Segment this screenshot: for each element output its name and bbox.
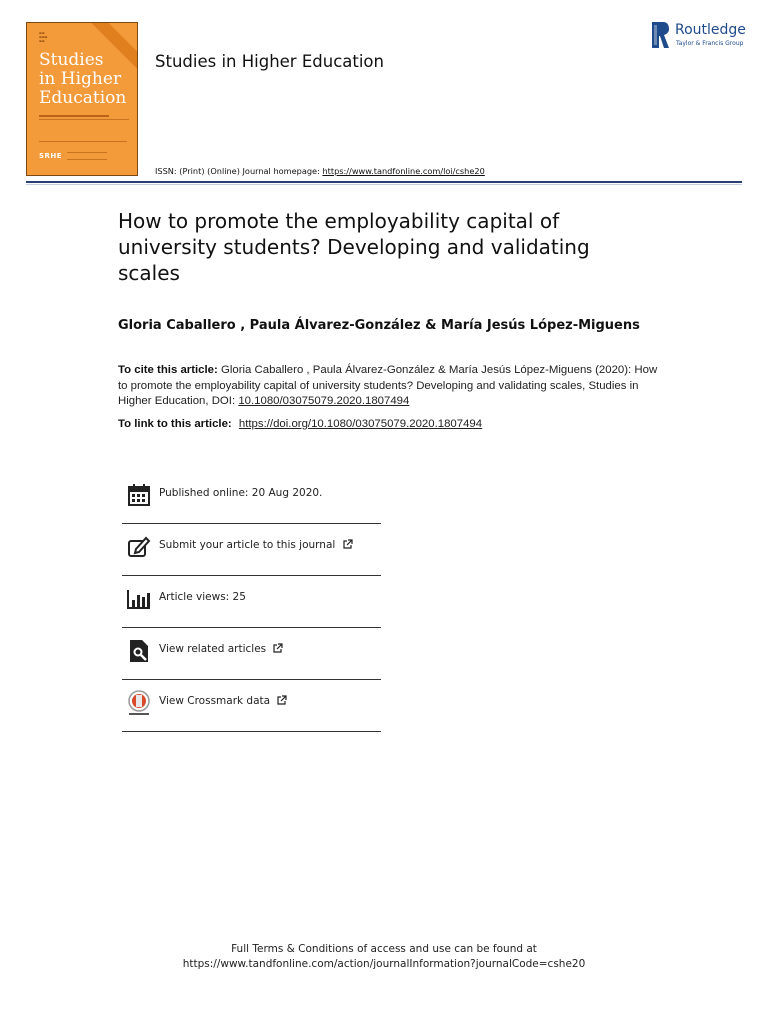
cover-divider [39,141,127,142]
article-doi-url-link[interactable]: https://doi.org/10.1080/03075079.2020.1807494 [238,418,483,430]
header-divider [26,181,742,183]
article-authors: Gloria Caballero , Paula Álvarez-González & María Jesús López-Miguens [118,318,640,333]
cite-text: Gloria Caballero , Paula Álvarez-González & María Jesús López-Miguens (2020): How to promote the employability capital of university students? Developing and validating scales, Studies in Higher Education, DOI: [118,364,658,407]
cover-divider [39,119,129,120]
footer-terms-url[interactable]: https://www.tandfonline.com/action/journalInformation?journalCode=cshe20 [182,958,586,970]
edit-icon [126,534,152,560]
related-articles-row[interactable] [122,628,381,680]
cover-title [39,51,135,108]
external-link-icon [273,643,283,653]
crossmark-link[interactable] [159,695,287,707]
cite-label: To cite this article: [118,364,218,376]
footer-terms [0,942,768,972]
issn-label: ISSN: (Print) (Online) Journal homepage: [155,166,320,176]
cover-divider [39,115,109,117]
journal-cover-image [26,22,138,176]
external-link-icon [277,695,287,705]
publisher-name: Routledge [675,22,746,38]
journal-name: Studies in Higher Education [155,52,384,71]
article-title: How to promote the employability capital of university students? Developing and validating scales [118,209,590,285]
link-label: To link to this article: [118,418,232,430]
submit-article-row[interactable] [122,524,381,576]
submit-article-link[interactable] [159,539,353,551]
submit-article-label: Submit your article to this journal [159,539,336,551]
published-online-row [122,472,381,524]
article-link-line [118,418,482,430]
cover-society-logo: SRHE [39,152,63,160]
cover-title-line2: in Higher [39,69,122,89]
crossmark-icon [126,690,152,716]
bar-chart-icon [126,586,152,612]
article-views-row [122,576,381,628]
related-articles-link[interactable] [159,643,283,655]
cover-volume-info: ▬▬ ▬▬▬ ▬▬ [39,31,48,43]
external-link-icon [343,539,353,549]
crossmark-row[interactable] [122,680,381,732]
cover-title-line1: Studies [39,50,104,70]
issn-line [155,166,485,176]
search-document-icon [126,638,152,664]
article-views-text: Article views: 25 [159,591,246,603]
published-online-text: Published online: 20 Aug 2020. [159,487,323,499]
publisher-subtitle: Taylor & Francis Group [676,40,744,47]
crossmark-label: View Crossmark data [159,695,271,707]
header-divider [26,184,742,185]
related-articles-label: View related articles [159,643,267,655]
routledge-r-icon [652,22,669,48]
calendar-icon [126,482,152,508]
citation-block [118,363,658,410]
journal-homepage-link[interactable]: https://www.tandfonline.com/loi/cshe20 [322,166,485,176]
footer-terms-line1: Full Terms & Conditions of access and use can be found at [231,943,537,955]
cover-title-line3: Education [39,88,127,108]
cover-society-text [67,152,107,160]
article-info-list [122,472,381,732]
doi-link[interactable]: 10.1080/03075079.2020.1807494 [238,395,410,407]
